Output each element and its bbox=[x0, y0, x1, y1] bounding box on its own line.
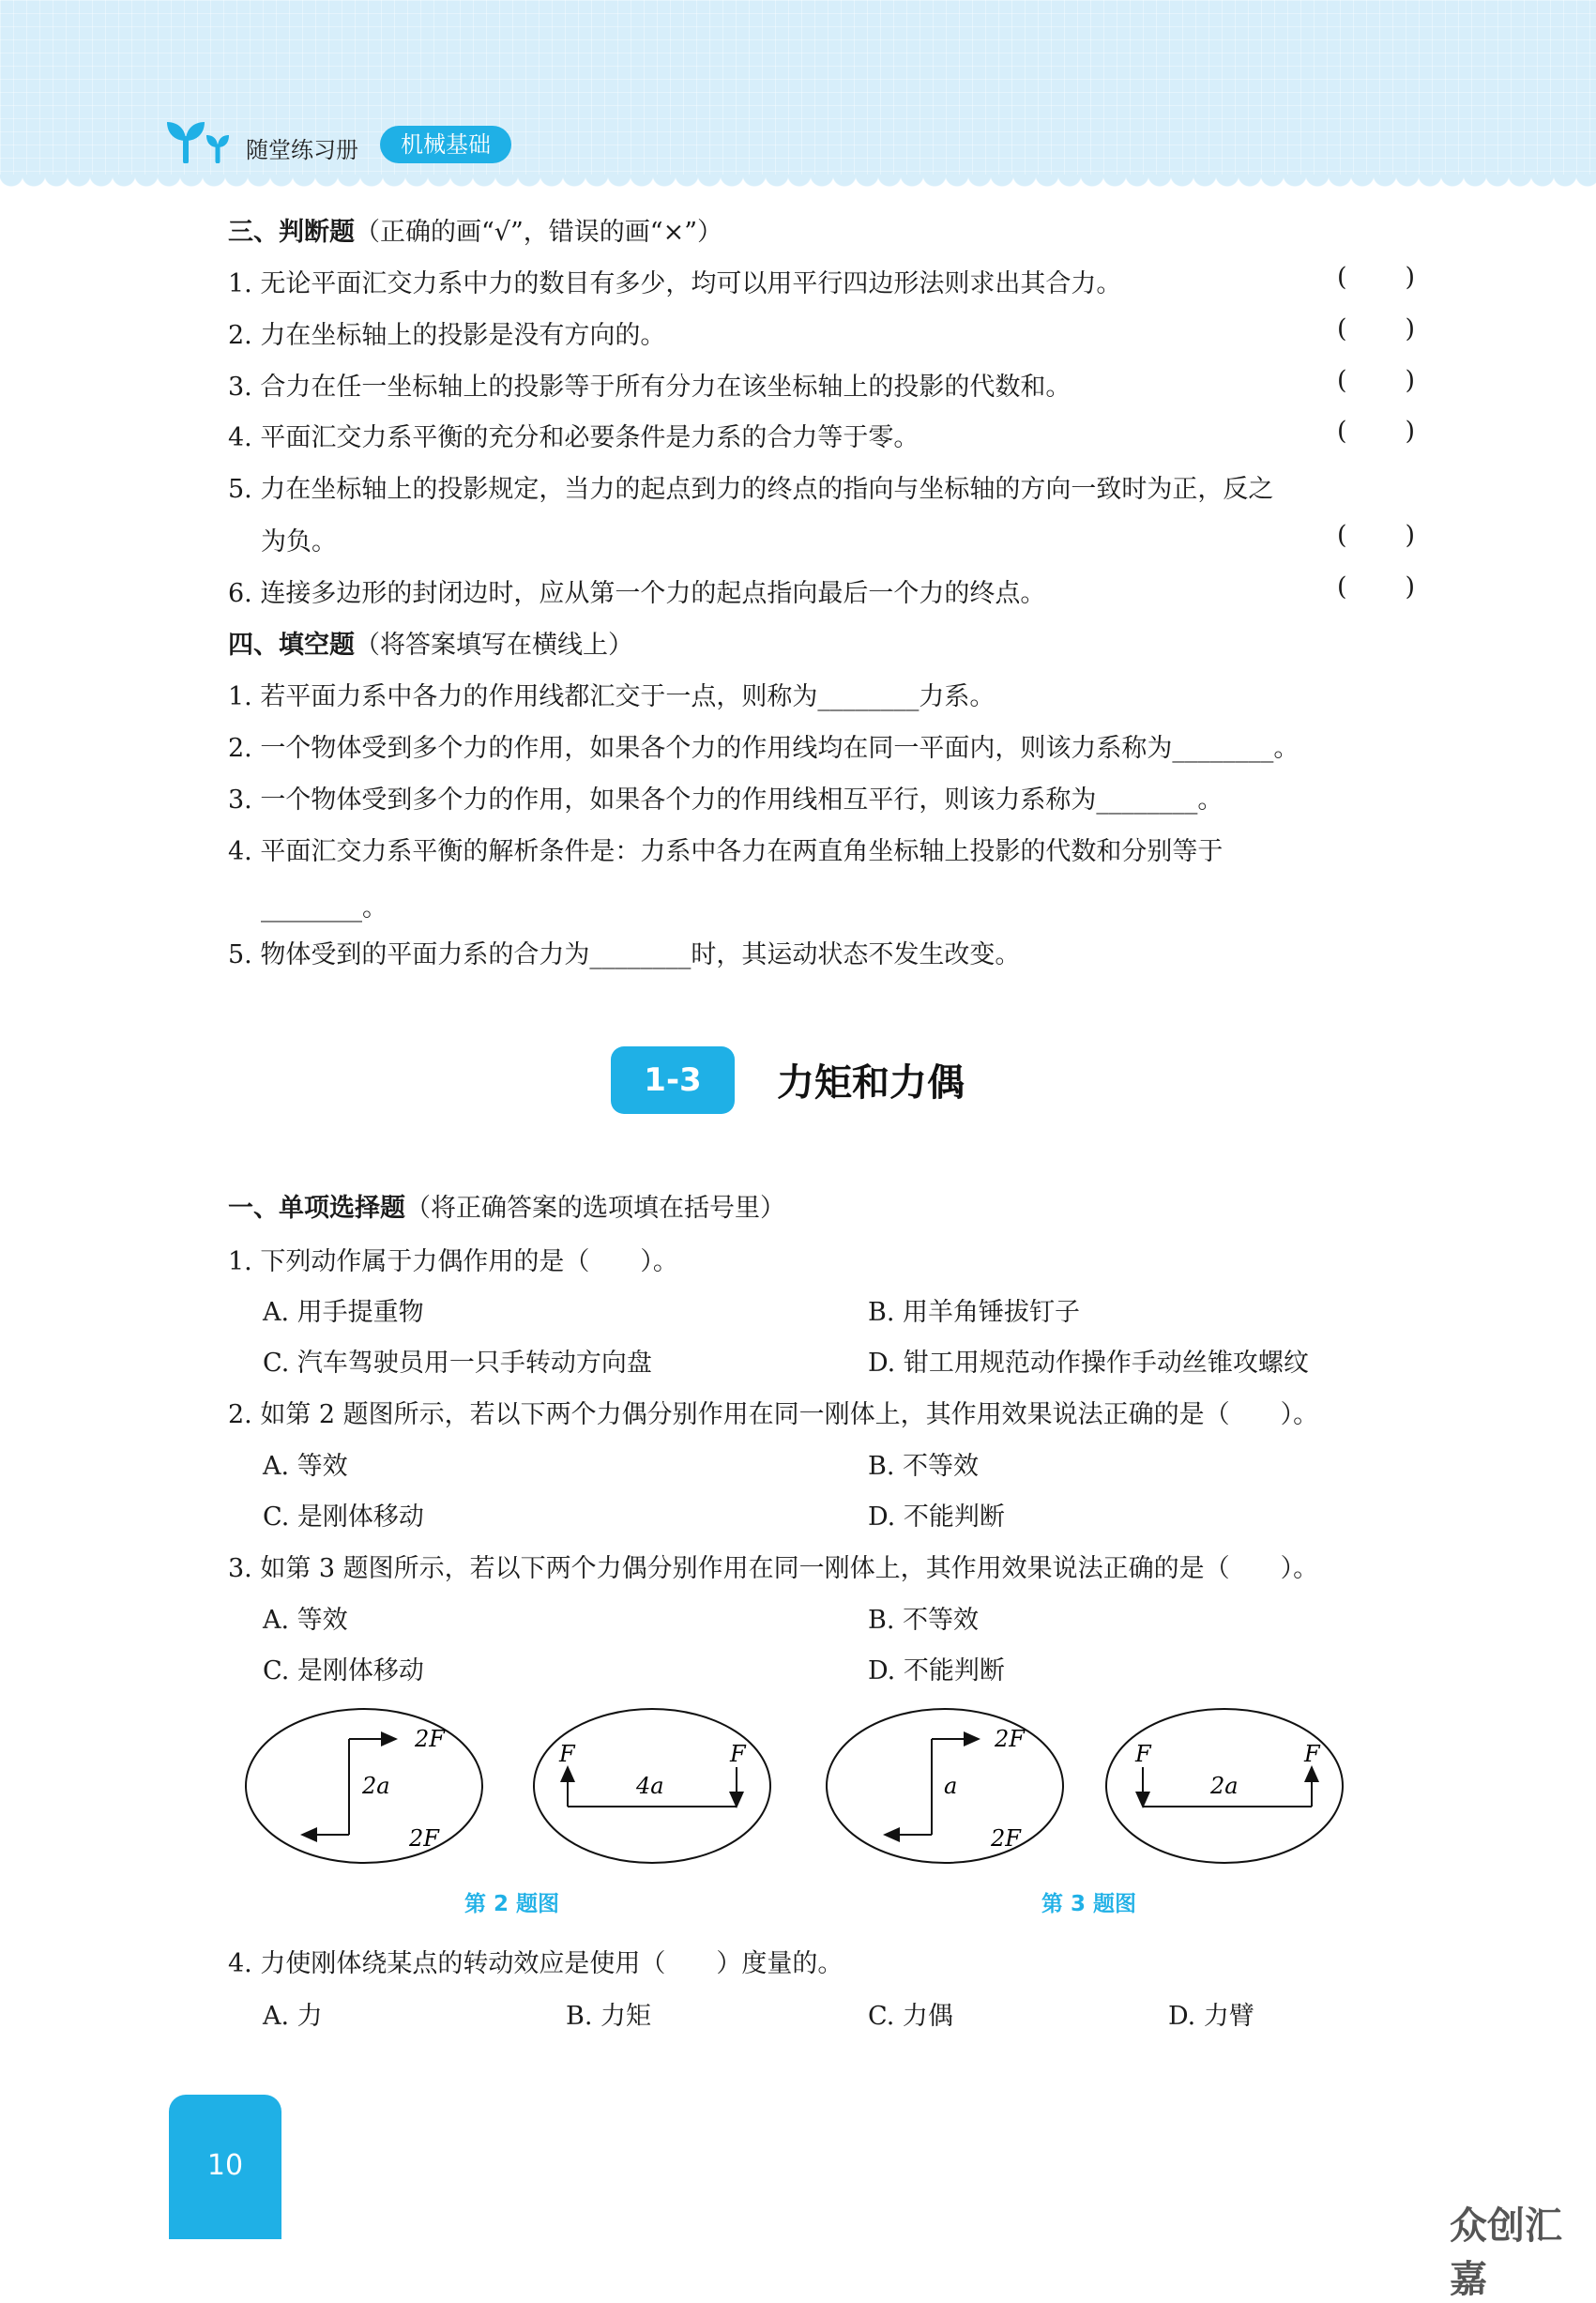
choice-heading: 一、单项选择题 bbox=[228, 1194, 405, 1223]
q4-option-d[interactable]: D. 力臂 bbox=[1168, 2002, 1254, 2031]
answer-bracket[interactable]: ( ) bbox=[1337, 521, 1416, 550]
judge-item-3: 3. 合力在任一坐标轴上的投影等于所有分力在该坐标轴上的投影的代数和。 bbox=[228, 373, 1072, 402]
judge-item-5: 5. 力在坐标轴上的投影规定，当力的起点到力的终点的指向与坐标轴的方向一致时为正，反之 bbox=[228, 475, 1274, 504]
choice-section-heading bbox=[228, 1187, 785, 1224]
fig3-caption: 第 3 题图 bbox=[1041, 1892, 1137, 1916]
fig3-left-diagram bbox=[827, 1709, 1063, 1863]
q3-option-a[interactable]: A. 等效 bbox=[263, 1606, 348, 1635]
fig2-right-arm: 4a bbox=[636, 1773, 664, 1799]
answer-bracket[interactable]: ( ) bbox=[1337, 263, 1416, 292]
fill-item-4-blank: ________。 bbox=[261, 893, 388, 923]
header-band bbox=[0, 0, 1596, 192]
fig2-left-arm: 2a bbox=[362, 1773, 390, 1799]
q3-option-c[interactable]: C. 是刚体移动 bbox=[263, 1656, 424, 1685]
q3-option-b[interactable]: B. 不等效 bbox=[868, 1606, 980, 1635]
q2-option-a[interactable]: A. 等效 bbox=[263, 1452, 348, 1481]
answer-bracket[interactable]: ( ) bbox=[1337, 572, 1416, 602]
q3-option-d[interactable]: D. 不能判断 bbox=[868, 1656, 1005, 1685]
fill-item-1: 1. 若平面力系中各力的作用线都汇交于一点，则称为________力系。 bbox=[228, 682, 996, 711]
question-2-stem: 2. 如第 2 题图所示，若以下两个力偶分别作用在同一刚体上，其作用效果说法正确的是（ ）。 bbox=[228, 1400, 1319, 1429]
q1-option-d[interactable]: D. 钳工用规范动作操作手动丝锥攻螺纹 bbox=[868, 1349, 1309, 1378]
subject-badge: 机械基础 bbox=[380, 126, 511, 163]
q2-option-d[interactable]: D. 不能判断 bbox=[868, 1502, 1005, 1532]
q2-option-b[interactable]: B. 不等效 bbox=[868, 1452, 980, 1481]
section-number-badge: 1-3 bbox=[611, 1046, 735, 1114]
fig2-right-diagram bbox=[534, 1709, 770, 1863]
q1-option-b[interactable]: B. 用羊角锤拔钉子 bbox=[868, 1298, 1081, 1327]
fig2-left-bottom-force: 2F bbox=[409, 1825, 439, 1852]
fig3-left-arm: a bbox=[944, 1773, 958, 1799]
question-4-stem: 4. 力使刚体绕某点的转动效应是使用（ ）度量的。 bbox=[228, 1949, 844, 1978]
section-title: 力矩和力偶 bbox=[777, 1061, 965, 1105]
q2-option-c[interactable]: C. 是刚体移动 bbox=[263, 1502, 424, 1532]
fig3-right-right-force: F bbox=[1304, 1741, 1320, 1767]
q4-option-b[interactable]: B. 力矩 bbox=[566, 2002, 652, 2031]
fill-note: （将答案填写在横线上） bbox=[355, 631, 633, 660]
fig2-right-right-force: F bbox=[730, 1741, 746, 1767]
fill-item-3: 3. 一个物体受到多个力的作用，如果各个力的作用线相互平行，则该力系称为________。 bbox=[228, 785, 1224, 815]
fig3-left-top-force: 2F bbox=[995, 1726, 1025, 1752]
fig3-right-left-force: F bbox=[1135, 1741, 1151, 1767]
judge-heading: 三、判断题 bbox=[228, 218, 355, 247]
fig3-left-bottom-force: 2F bbox=[991, 1825, 1021, 1852]
couple-figures bbox=[244, 1703, 1351, 1882]
judge-item-5-continued: 为负。 bbox=[261, 527, 337, 557]
fig2-left-top-force: 2F bbox=[415, 1726, 445, 1752]
fig2-right-left-force: F bbox=[559, 1741, 575, 1767]
fig3-right-diagram bbox=[1106, 1709, 1343, 1863]
answer-bracket[interactable]: ( ) bbox=[1337, 314, 1416, 343]
judge-item-1: 1. 无论平面汇交力系中力的数目有多少，均可以用平行四边形法则求出其合力。 bbox=[228, 269, 1122, 298]
judge-item-2: 2. 力在坐标轴上的投影是没有方向的。 bbox=[228, 321, 666, 350]
answer-bracket[interactable]: ( ) bbox=[1337, 417, 1416, 446]
q1-option-a[interactable]: A. 用手提重物 bbox=[263, 1298, 424, 1327]
fig2-caption: 第 2 题图 bbox=[464, 1892, 560, 1916]
fig3-right-arm: 2a bbox=[1210, 1773, 1239, 1799]
choice-note: （将正确答案的选项填在括号里） bbox=[405, 1194, 785, 1223]
header-wave-edge bbox=[0, 175, 1596, 199]
fill-item-4: 4. 平面汇交力系平衡的解析条件是：力系中各力在两直角坐标轴上投影的代数和分别等于 bbox=[228, 837, 1224, 866]
q1-option-c[interactable]: C. 汽车驾驶员用一只手转动方向盘 bbox=[263, 1349, 652, 1378]
judge-note: （正确的画“√”，错误的画“×”） bbox=[355, 218, 723, 247]
question-1-stem: 1. 下列动作属于力偶作用的是（ ）。 bbox=[228, 1247, 678, 1276]
question-3-stem: 3. 如第 3 题图所示，若以下两个力偶分别作用在同一刚体上，其作用效果说法正确的是（ ）。 bbox=[228, 1554, 1319, 1583]
q4-option-c[interactable]: C. 力偶 bbox=[868, 2002, 953, 2031]
page-number: 10 bbox=[206, 2149, 244, 2182]
judge-section-heading bbox=[228, 211, 722, 248]
fig2-left-diagram bbox=[246, 1709, 482, 1863]
sprout-logo-icon bbox=[165, 116, 233, 163]
judge-item-4: 4. 平面汇交力系平衡的充分和必要条件是力系的合力等于零。 bbox=[228, 423, 920, 452]
watermark: 众创汇嘉 bbox=[1450, 2204, 1562, 2301]
fill-heading: 四、填空题 bbox=[228, 631, 355, 660]
fill-item-5: 5. 物体受到的平面力系的合力为________时，其运动状态不发生改变。 bbox=[228, 940, 1021, 969]
judge-item-6: 6. 连接多边形的封闭边时，应从第一个力的起点指向最后一个力的终点。 bbox=[228, 579, 1046, 608]
answer-bracket[interactable]: ( ) bbox=[1337, 366, 1416, 395]
fill-item-2: 2. 一个物体受到多个力的作用，如果各个力的作用线均在同一平面内，则该力系称为________。 bbox=[228, 734, 1300, 763]
fill-section-heading bbox=[228, 624, 633, 661]
book-name: 随堂练习册 bbox=[246, 137, 358, 163]
q4-option-a[interactable]: A. 力 bbox=[263, 2002, 323, 2031]
